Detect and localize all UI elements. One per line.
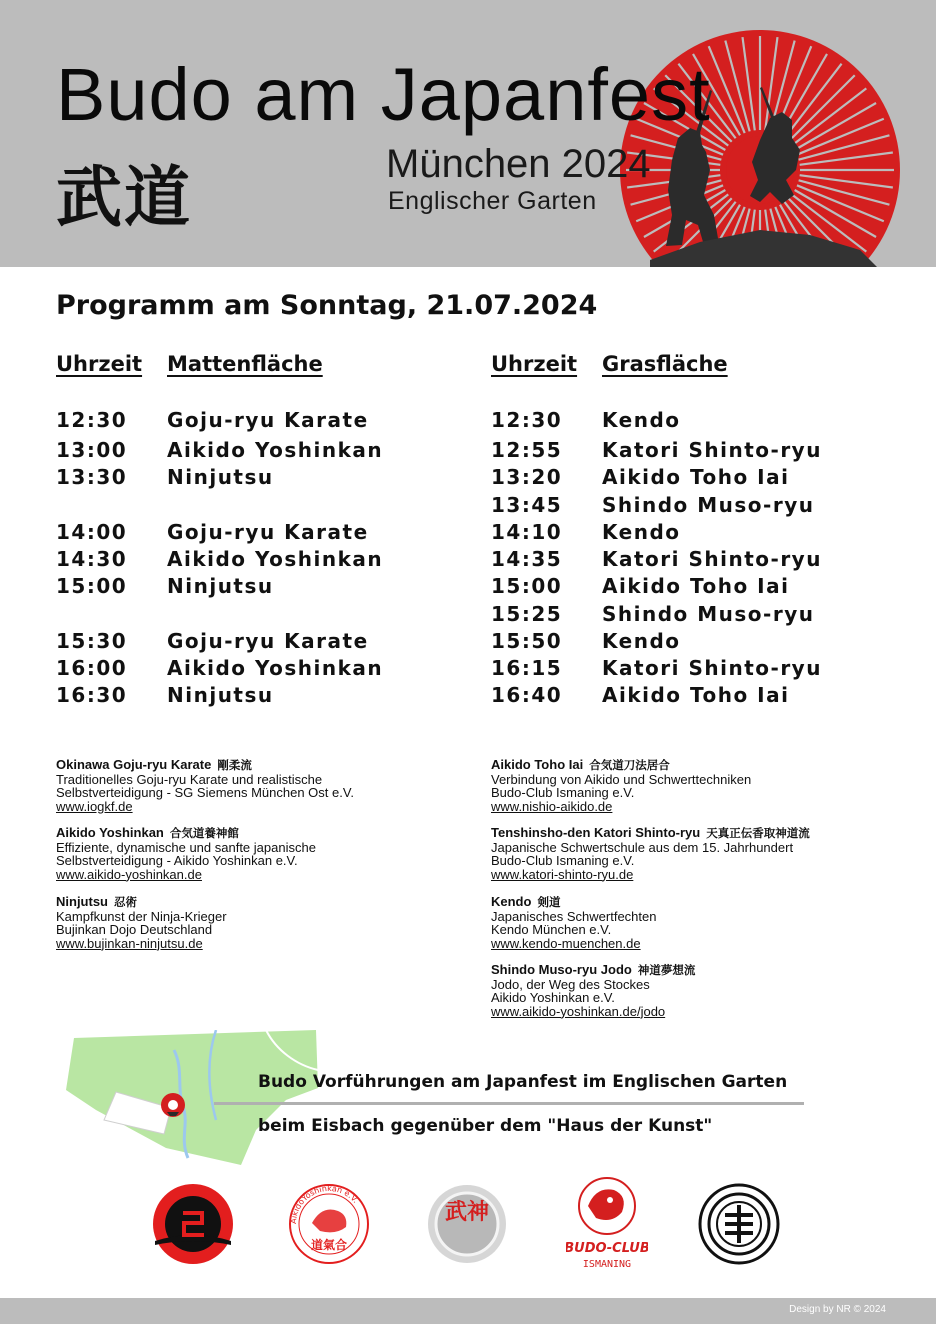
info-line: Traditionelles Goju-ryu Karate und realistische (56, 771, 323, 787)
info-title: Shindo Muso-ryu Jodo (491, 962, 632, 977)
yoshinkan-kanji: 道氣合 (310, 1238, 348, 1252)
time: 15:25 (491, 602, 563, 626)
page-title: Budo am Japanfest (56, 53, 711, 136)
info-line: Selbstverteidigung - Aikido Yoshinkan e.V. (56, 853, 298, 868)
location-text-line2: beim Eisbach gegenüber dem "Haus der Kunst" (258, 1116, 713, 1136)
location-text-line1: Budo Vorführungen am Japanfest im Englischen Garten (258, 1072, 788, 1092)
time: 13:20 (491, 465, 563, 489)
info-title: Aikido Toho Iai (491, 757, 584, 772)
time: 16:00 (56, 656, 128, 680)
discipline: Ninjutsu (167, 574, 274, 598)
discipline: Shindo Muso-ryu (602, 493, 815, 517)
time: 16:40 (491, 683, 563, 707)
time: 14:35 (491, 547, 563, 571)
info-kanji: 合気道刀法居合 (589, 758, 670, 772)
info-kendo (491, 895, 656, 950)
time: 16:15 (491, 656, 563, 680)
info-ninjutsu (56, 895, 227, 950)
program-title: Programm am Sonntag, 21.07.2024 (56, 290, 598, 321)
time: 15:30 (56, 629, 128, 653)
info-line: Japanische Schwertschule aus dem 15. Jahrhundert (491, 839, 794, 855)
time: 14:10 (491, 520, 563, 544)
info-title: Aikido Yoshinkan (56, 825, 164, 840)
discipline: Kendo (602, 629, 681, 653)
info-link[interactable]: www.aikido-yoshinkan.de (56, 866, 202, 882)
venue-name: Englischer Garten (388, 187, 597, 215)
discipline: Aikido Toho Iai (602, 683, 790, 707)
info-link[interactable]: www.bujinkan-ninjutsu.de (56, 935, 203, 951)
info-title: Ninjutsu (56, 894, 108, 909)
footer-bar (0, 1298, 936, 1324)
info-line: Effiziente, dynamische und sanfte japanische (56, 839, 316, 855)
grass-area-header: Grasfläche (602, 352, 728, 376)
info-link[interactable]: www.nishio-aikido.de (491, 798, 613, 814)
location-map (56, 1030, 326, 1165)
info-karate (56, 758, 354, 813)
info-line: Jodo, der Weg des Stockes (491, 976, 650, 992)
info-title: Tenshinsho-den Katori Shinto-ryu (491, 825, 701, 840)
info-kanji: 剣道 (537, 895, 561, 909)
info-line: Kampfkunst der Ninja-Krieger (56, 908, 227, 924)
yoshinkan-logo (288, 1183, 370, 1265)
discipline: Katori Shinto-ryu (602, 547, 822, 571)
time: 13:45 (491, 493, 563, 517)
info-line: Budo-Club Ismaning e.V. (491, 853, 635, 868)
kendo-crest-logo (698, 1183, 780, 1265)
discipline: Aikido Yoshinkan (167, 438, 384, 462)
info-kanji: 剛柔流 (217, 758, 252, 772)
info-link[interactable]: www.iogkf.de (56, 798, 133, 814)
info-line: Japanisches Schwertfechten (491, 908, 657, 924)
karate-club-logo (152, 1183, 234, 1265)
time: 14:00 (56, 520, 128, 544)
mat-area-header: Mattenfläche (167, 352, 323, 376)
bujinkan-kanji: 武神 (444, 1200, 490, 1225)
mat-time-header: Uhrzeit (56, 352, 143, 376)
info-title: Okinawa Goju-ryu Karate (56, 757, 212, 772)
time: 15:50 (491, 629, 563, 653)
location-divider (214, 1102, 804, 1105)
city-year: München 2024 (386, 142, 651, 186)
discipline: Katori Shinto-ryu (602, 656, 822, 680)
budo-club-city: ISMANING (582, 1259, 632, 1270)
info-kanji: 神道夢想流 (637, 963, 696, 977)
info-kanji: 天真正伝香取神道流 (706, 826, 810, 840)
info-toho-iai (491, 758, 751, 813)
discipline: Shindo Muso-ryu (602, 602, 815, 626)
discipline: Aikido Yoshinkan (167, 656, 384, 680)
time: 12:55 (491, 438, 563, 462)
info-line: Budo-Club Ismaning e.V. (491, 785, 635, 800)
info-kanji: 忍術 (114, 895, 137, 909)
info-line: Selbstverteidigung - SG Siemens München Ost e.V. (56, 785, 354, 800)
discipline: Aikido Toho Iai (602, 465, 790, 489)
info-aikido-yoshinkan (56, 826, 316, 881)
discipline: Goju-ryu Karate (167, 629, 369, 653)
info-kanji: 合気道養神館 (169, 826, 239, 840)
bujinkan-logo (426, 1183, 508, 1265)
time: 16:30 (56, 683, 128, 707)
budo-club-name: BUDO-CLUB (566, 1241, 648, 1256)
info-jodo (491, 963, 695, 1018)
info-line: Kendo München e.V. (491, 922, 612, 937)
discipline: Ninjutsu (167, 683, 274, 707)
time: 13:00 (56, 438, 128, 462)
discipline: Ninjutsu (167, 465, 274, 489)
discipline: Kendo (602, 520, 681, 544)
info-line: Verbindung von Aikido und Schwerttechniken (491, 771, 752, 787)
time: 14:30 (56, 547, 128, 571)
budo-kanji: 武道 (56, 159, 192, 236)
grass-time-header: Uhrzeit (491, 352, 578, 376)
time: 15:00 (491, 574, 563, 598)
discipline: Aikido Yoshinkan (167, 547, 384, 571)
info-link[interactable]: www.katori-shinto-ryu.de (491, 866, 634, 882)
discipline: Goju-ryu Karate (167, 520, 369, 544)
design-credit: Design by NR © 2024 (789, 1304, 886, 1315)
time: 13:30 (56, 465, 128, 489)
info-link[interactable]: www.aikido-yoshinkan.de/jodo (491, 1003, 666, 1019)
info-katori (491, 826, 810, 881)
time: 15:00 (56, 574, 128, 598)
header-banner (0, 0, 936, 267)
info-line: Aikido Yoshinkan e.V. (491, 990, 615, 1005)
time: 12:30 (56, 408, 128, 432)
time: 12:30 (491, 408, 563, 432)
info-title: Kendo (491, 894, 532, 909)
discipline: Kendo (602, 408, 681, 432)
yoshinkan-arc-text: AikidoYoshinkan e.V. (288, 1183, 361, 1225)
budo-club-ismaning-logo (566, 1176, 648, 1272)
discipline: Goju-ryu Karate (167, 408, 369, 432)
info-link[interactable]: www.kendo-muenchen.de (491, 935, 641, 951)
discipline: Katori Shinto-ryu (602, 438, 822, 462)
info-line: Bujinkan Dojo Deutschland (56, 922, 213, 937)
discipline: Aikido Toho Iai (602, 574, 790, 598)
